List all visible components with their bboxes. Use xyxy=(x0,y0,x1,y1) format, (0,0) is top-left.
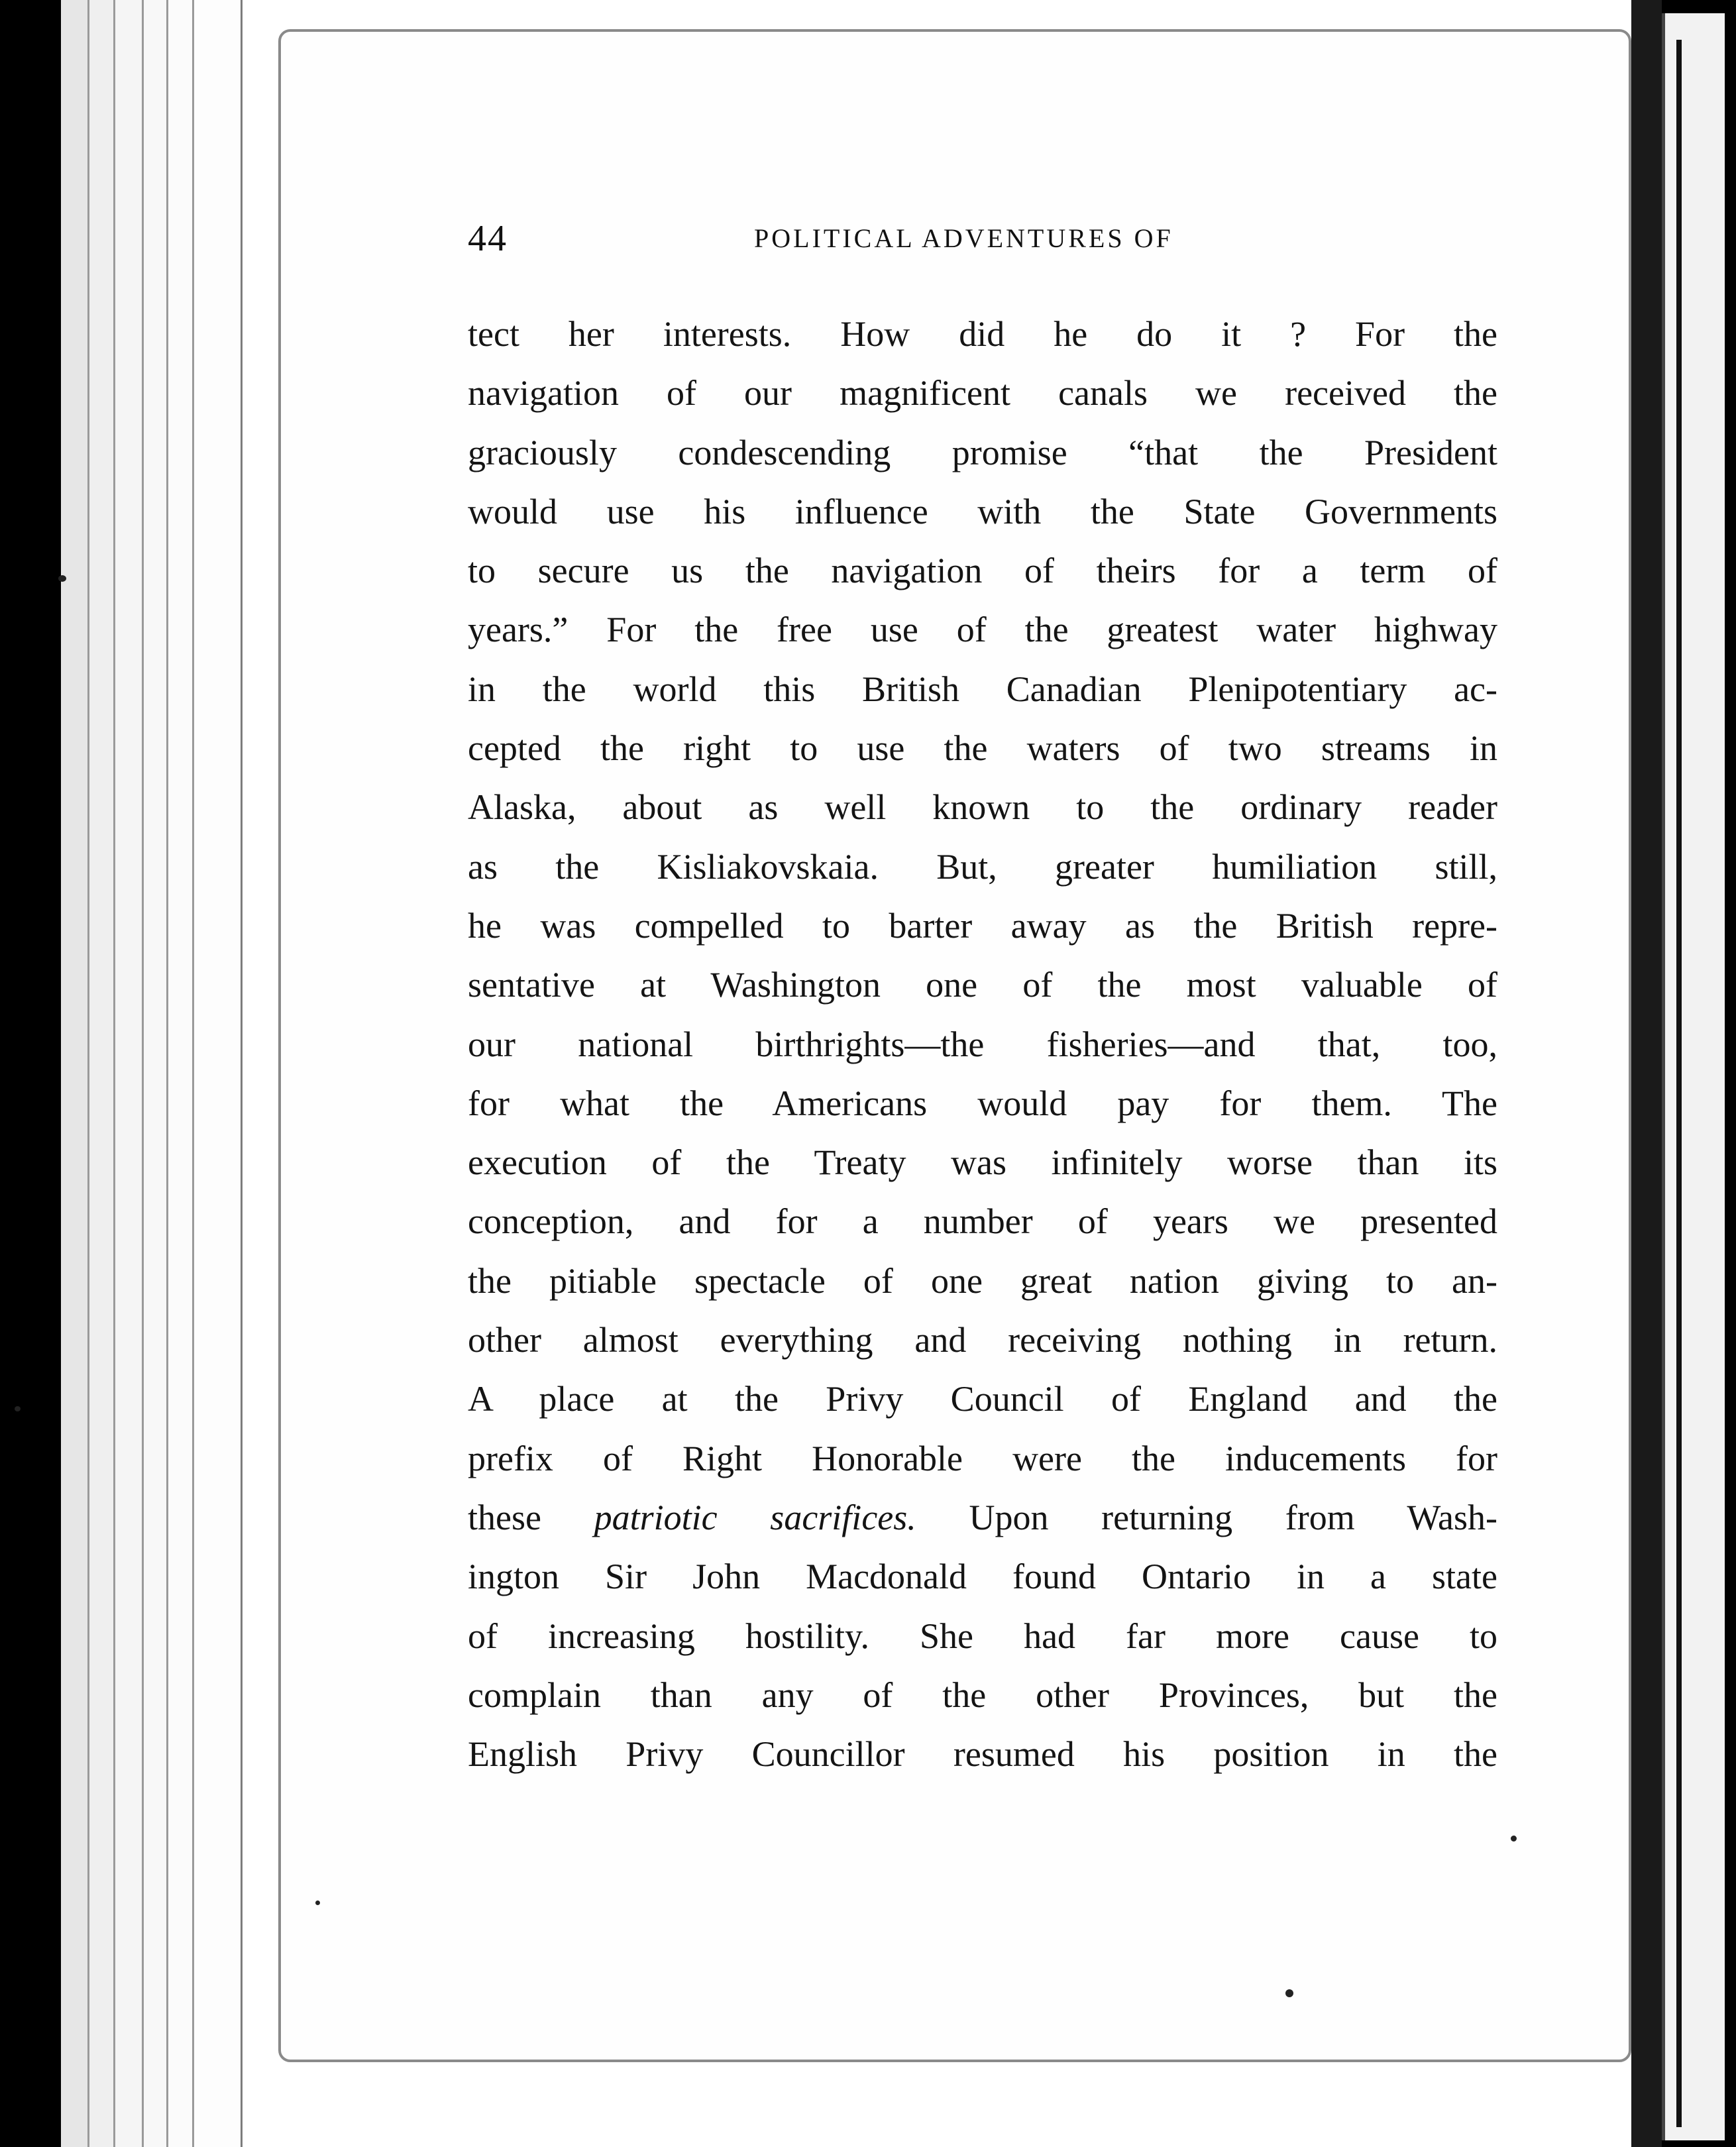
page-edge xyxy=(61,0,89,2147)
text-line: sentative at Washington one of the most valuable of xyxy=(468,965,1497,1005)
text-line: as the Kisliakovskaia. But, greater humiliation still, xyxy=(468,846,1497,887)
book-binding xyxy=(1631,0,1662,2147)
scan-speck xyxy=(315,1900,320,1905)
scan-speck xyxy=(1285,1989,1293,1997)
text-line: our national birthrights—the fisheries—and that, too, xyxy=(468,1024,1497,1064)
text-line: other almost everything and receiving nothing in return. xyxy=(468,1320,1497,1360)
text-line: years.” For the free use of the greatest water highway xyxy=(468,610,1497,650)
text-line: tect her interests. How did he do it ? For the xyxy=(468,314,1497,354)
page-number: 44 xyxy=(468,218,508,259)
text-line: the pitiable spectacle of one great nation giving to an- xyxy=(468,1260,1497,1301)
text-line: ington Sir John Macdonald found Ontario in a state xyxy=(468,1557,1497,1597)
text-line: conception, and for a number of years we presented xyxy=(468,1201,1497,1242)
page-edge xyxy=(144,0,168,2147)
page-edge xyxy=(89,0,115,2147)
scan-speck xyxy=(1511,1836,1517,1842)
text-line: prefix of Right Honorable were the inducements for xyxy=(468,1438,1497,1478)
facing-page-edge xyxy=(1662,13,1725,2140)
scan-speck xyxy=(15,1406,21,1411)
text-line: to secure us the navigation of theirs for a term of xyxy=(468,551,1497,591)
scan-speck xyxy=(58,575,66,582)
text-segment: these xyxy=(468,1497,541,1537)
text-line: cepted the right to use the waters of two streams in xyxy=(468,728,1497,769)
text-line: in the world this British Canadian Plenipotentiary ac- xyxy=(468,669,1497,709)
text-line: he was compelled to barter away as the British repre- xyxy=(468,905,1497,946)
text-segment: Upon returning from Wash- xyxy=(969,1497,1497,1537)
text-line: English Privy Councillor resumed his position in the xyxy=(468,1734,1497,1775)
text-line: graciously condescending promise “that the President xyxy=(468,432,1497,472)
text-line: navigation of our magnificent canals we received the xyxy=(468,373,1497,413)
text-line: A place at the Privy Council of England and the xyxy=(468,1379,1497,1419)
text-line: for what the Americans would pay for them. The xyxy=(468,1083,1497,1123)
running-head xyxy=(468,217,1329,277)
page-edge xyxy=(115,0,144,2147)
text-line: Alaska, about as well known to the ordinary reader xyxy=(468,787,1497,828)
body-text xyxy=(468,305,1497,1784)
text-line: execution of the Treaty was infinitely worse than its xyxy=(468,1142,1497,1183)
page-edge xyxy=(194,0,243,2147)
page-edge xyxy=(168,0,194,2147)
italic-phrase: patriotic sacrifices. xyxy=(594,1497,916,1537)
text-line-with-italic xyxy=(468,1488,1497,1547)
facing-page-shadow xyxy=(1676,40,1682,2127)
text-line: complain than any of the other Provinces, but the xyxy=(468,1675,1497,1715)
text-line: of increasing hostility. She had far more cause to xyxy=(468,1616,1497,1656)
text-line: would use his influence with the State Governments xyxy=(468,491,1497,531)
running-title: POLITICAL ADVENTURES OF xyxy=(754,223,1173,253)
